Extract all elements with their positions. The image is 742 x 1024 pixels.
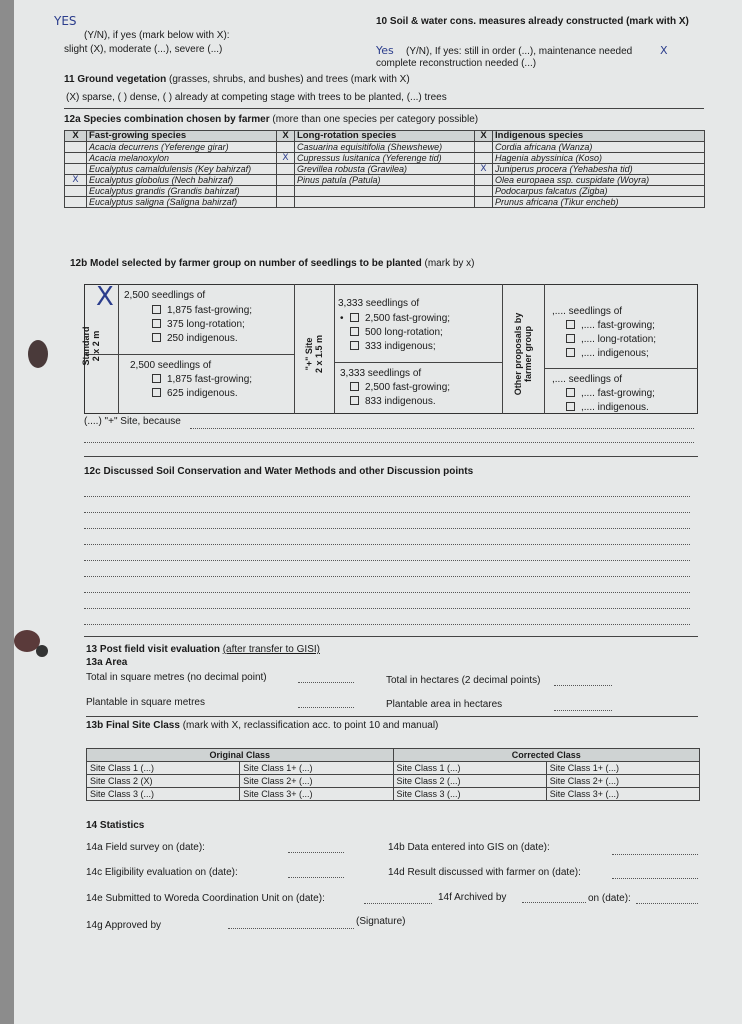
option-text: 250 indigenous. [167, 333, 238, 344]
plus-1-title: 3,333 seedlings of [338, 298, 420, 309]
item11-title-bold: 11 Ground vegetation [64, 74, 167, 85]
punch-hole-icon [28, 340, 48, 368]
site-class-table [86, 748, 700, 801]
site-class-cell[interactable]: Site Class 3+ (...) [240, 788, 393, 801]
other-1-option [566, 348, 649, 360]
standard-2-option [152, 388, 238, 400]
site-class-row [87, 788, 700, 801]
divider [502, 284, 503, 414]
item14g-label: 14g Approved by [86, 920, 162, 931]
site-class-row [87, 775, 700, 788]
standard-1-option [152, 305, 252, 317]
divider [334, 362, 502, 363]
long-mark[interactable] [277, 186, 295, 197]
fast-header: Fast-growing species [87, 131, 277, 142]
discussion-line[interactable] [84, 624, 690, 625]
long-species: Pinus patula (Patula) [295, 175, 475, 186]
submitted-date[interactable] [364, 903, 432, 904]
fast-header-mark: X [65, 131, 87, 142]
species-table [64, 130, 705, 208]
other-1-option [566, 320, 655, 332]
option-text: ,.... long-rotation; [581, 334, 657, 345]
erosion-question: (Y/N), if yes (mark below with X): [84, 30, 230, 41]
long-species: Grevillea robusta (Gravilea) [295, 164, 475, 175]
because-label: (....) "+" Site, because [84, 416, 181, 427]
item13-title-bold: 13 Post field visit evaluation [86, 644, 220, 655]
divider [294, 284, 295, 414]
item13-title [86, 644, 320, 656]
option-text: 375 long-rotation; [167, 319, 245, 330]
item14f-label: 14f Archived by [438, 892, 507, 903]
checkbox[interactable] [350, 382, 359, 391]
plus-site-dim: 2 x 1.5 m [314, 334, 324, 374]
divider [334, 284, 335, 414]
handwritten-model-mark: X [96, 282, 114, 312]
checkbox[interactable] [566, 320, 575, 329]
plus-2-option [350, 382, 450, 394]
archived-date[interactable] [636, 903, 698, 904]
form-page [14, 0, 742, 1024]
result-discussed-date[interactable] [612, 878, 698, 879]
archived-by-field[interactable] [522, 902, 586, 903]
divider [86, 716, 698, 717]
long-species [295, 197, 475, 208]
other-2-option [566, 388, 655, 400]
discussion-line[interactable] [84, 560, 690, 561]
site-class-cell[interactable]: Site Class 3 (...) [87, 788, 240, 801]
fast-mark[interactable] [65, 186, 87, 197]
option-text: 2,500 fast-growing; [365, 313, 451, 324]
species-row [65, 197, 705, 208]
standard-1-option [152, 319, 245, 331]
item13b-title [86, 720, 438, 732]
plantable-sqm-field[interactable] [298, 707, 354, 708]
discussion-line[interactable] [84, 592, 690, 593]
indig-mark[interactable]: X [475, 164, 493, 175]
item12c-title: 12c Discussed Soil Conservation and Water Methods and other Discussion points [84, 466, 474, 477]
indig-header-mark: X [475, 131, 493, 142]
option-text: 333 indigenous; [365, 341, 436, 352]
item12a-title-bold: 12a Species combination chosen by farmer [64, 114, 270, 125]
item14-title: 14 Statistics [86, 820, 145, 831]
plantable-sqm-label: Plantable in square metres [86, 697, 205, 708]
option-text: ,.... fast-growing; [581, 388, 655, 399]
standard-dim: 2 x 2 m [91, 330, 101, 362]
fast-species: Eucalyptus globolus (Nech bahirzaf) [87, 175, 277, 186]
discussion-line[interactable] [84, 608, 690, 609]
indig-species: Prunus africana (Tikur encheb) [493, 197, 705, 208]
other-1-title: ,.... seedlings of [552, 306, 623, 317]
species-header-row [65, 131, 705, 142]
item14b-label: 14b Data entered into GIS on (date): [388, 842, 550, 853]
because-line[interactable] [84, 442, 694, 443]
item14a-label: 14a Field survey on (date): [86, 842, 205, 853]
plantable-ha-field[interactable] [554, 710, 612, 711]
option-text: ,.... fast-growing; [581, 320, 655, 331]
standard-label [81, 311, 101, 381]
fast-mark[interactable] [65, 142, 87, 153]
fast-species: Eucalyptus saligna (Saligna bahirzaf) [87, 197, 277, 208]
option-text: ,.... indigenous; [581, 348, 649, 359]
fast-species: Acacia melanoxylon [87, 153, 277, 164]
item10-options: complete reconstruction needed (...) [376, 58, 537, 69]
site-class-header-row [87, 749, 700, 762]
site-class-cell[interactable]: Site Class 3+ (...) [546, 788, 699, 801]
indig-mark[interactable] [475, 197, 493, 208]
sqm-field[interactable] [298, 682, 354, 683]
eligibility-date[interactable] [288, 877, 344, 878]
checkbox[interactable] [152, 333, 161, 342]
checkbox[interactable] [566, 348, 575, 357]
long-mark[interactable] [277, 164, 295, 175]
site-class-cell[interactable]: Site Class 3 (...) [393, 788, 546, 801]
option-text: 1,875 fast-growing; [167, 374, 253, 385]
checkbox[interactable] [350, 327, 359, 336]
indig-header: Indigenous species [493, 131, 705, 142]
indig-mark[interactable] [475, 142, 493, 153]
checkbox[interactable] [152, 319, 161, 328]
indig-species: Juniperus procera (Yehabesha tid) [493, 164, 705, 175]
discussion-line[interactable] [84, 576, 690, 577]
long-species: Cupressus lusitanica (Yeferenge tid) [295, 153, 475, 164]
discussion-line[interactable] [84, 512, 690, 513]
plantable-ha-label: Plantable area in hectares [386, 699, 503, 710]
fast-mark[interactable] [65, 164, 87, 175]
checkbox[interactable] [566, 334, 575, 343]
species-row [65, 142, 705, 153]
fast-mark[interactable] [65, 197, 87, 208]
other-2-option [566, 402, 649, 414]
item13-title-rest: (after transfer to GISI) [222, 644, 320, 655]
checkbox[interactable] [350, 313, 359, 322]
indig-species: Hagenia abyssinica (Koso) [493, 153, 705, 164]
site-class-cell[interactable]: Site Class 2+ (...) [546, 775, 699, 788]
item14c-label: 14c Eligibility evaluation on (date): [86, 867, 238, 878]
item11-options: (X) sparse, ( ) dense, ( ) already at competing stage with trees to be planted, (...) trees [66, 92, 447, 103]
item11-title [64, 74, 410, 86]
standard-label-text: Standard [81, 326, 91, 366]
item14e-label: 14e Submitted to Woreda Coordination Unit on (date): [86, 893, 325, 904]
corrected-class-header: Corrected Class [393, 749, 700, 762]
handwritten-erosion-answer: YES [54, 14, 77, 28]
checkbox[interactable] [566, 388, 575, 397]
discussion-line[interactable] [84, 528, 690, 529]
long-mark[interactable]: X [277, 153, 295, 164]
divider [84, 456, 698, 457]
long-species: Casuarina equisitifolia (Shewshewe) [295, 142, 475, 153]
checkbox[interactable] [152, 305, 161, 314]
checkbox[interactable] [152, 374, 161, 383]
other-label-text2: farmer group [523, 326, 533, 383]
divider [84, 354, 294, 355]
site-class-cell[interactable]: Site Class 1+ (...) [546, 762, 699, 775]
long-header-mark: X [277, 131, 295, 142]
long-mark[interactable] [277, 197, 295, 208]
ha-label: Total in hectares (2 decimal points) [386, 675, 541, 686]
fast-mark[interactable] [65, 153, 87, 164]
standard-2-title: 2,500 seedlings of [130, 360, 212, 371]
plus-2-option [350, 396, 436, 408]
discussion-line[interactable] [84, 496, 690, 497]
checkbox[interactable] [566, 402, 575, 411]
species-row [65, 175, 705, 186]
item12b-title-bold: 12b Model selected by farmer group on number of seedlings to be planted [70, 258, 422, 269]
site-class-cell[interactable]: Site Class 1+ (...) [240, 762, 393, 775]
divider [84, 636, 698, 637]
ha-field[interactable] [554, 685, 612, 686]
erosion-options: slight (X), moderate (...), severe (...) [64, 44, 223, 55]
archived-on-label: on (date): [588, 893, 631, 904]
divider [544, 284, 545, 414]
fast-species: Eucalyptus grandis (Grandis bahirzaf) [87, 186, 277, 197]
checkbox[interactable] [350, 341, 359, 350]
plus-site-label [304, 318, 324, 390]
punch-hole-icon [36, 645, 48, 657]
fast-species: Eucalyptus camaldulensis (Key bahirzaf) [87, 164, 277, 175]
standard-1-option [152, 333, 238, 345]
option-text: 1,875 fast-growing; [167, 305, 253, 316]
item12b-title-rest: (mark by x) [424, 258, 475, 269]
site-class-cell[interactable]: Site Class 2+ (...) [240, 775, 393, 788]
plus-site-label-text: "+" Site [304, 337, 314, 371]
species-row [65, 186, 705, 197]
plus-1-option [350, 327, 443, 339]
indig-species: Olea europaea ssp. cuspidate (Woyra) [493, 175, 705, 186]
site-class-cell[interactable]: Site Class 2 (X) [87, 775, 240, 788]
standard-1-title: 2,500 seedlings of [124, 290, 206, 301]
option-text: 500 long-rotation; [365, 327, 443, 338]
item12a-title [64, 114, 478, 126]
divider [64, 108, 704, 109]
option-text: 625 indigenous. [167, 388, 238, 399]
site-class-cell[interactable]: Site Class 1 (...) [393, 762, 546, 775]
indig-species: Cordia africana (Wanza) [493, 142, 705, 153]
sqm-label: Total in square metres (no decimal point) [86, 672, 267, 683]
original-class-header: Original Class [87, 749, 394, 762]
item13b-title-rest: (mark with X, reclassification acc. to point 10 and manual) [182, 720, 439, 731]
species-row [65, 153, 705, 164]
item14d-label: 14d Result discussed with farmer on (date): [388, 867, 581, 878]
long-mark[interactable] [277, 142, 295, 153]
item11-title-rest: (grasses, shrubs, and bushes) and trees (mark with X) [169, 74, 410, 85]
indig-mark[interactable] [475, 186, 493, 197]
fast-mark[interactable]: X [65, 175, 87, 186]
plus-1-option [350, 341, 436, 353]
site-class-cell[interactable]: Site Class 2 (...) [393, 775, 546, 788]
option-text: 833 indigenous. [365, 396, 436, 407]
signature-label: (Signature) [356, 916, 406, 927]
site-class-row [87, 762, 700, 775]
indig-mark[interactable] [475, 175, 493, 186]
option-text: 2,500 fast-growing; [365, 382, 451, 393]
because-line[interactable] [190, 428, 694, 429]
divider [544, 368, 698, 369]
discussion-line[interactable] [84, 544, 690, 545]
long-header: Long-rotation species [295, 131, 475, 142]
approved-by-field[interactable] [228, 928, 354, 929]
item13a-title: 13a Area [86, 657, 128, 668]
standard-2-option [152, 374, 252, 386]
item10-question: (Y/N), If yes: still in order (...), maintenance needed [406, 46, 633, 57]
other-1-option [566, 334, 656, 346]
item12b-title [70, 258, 475, 270]
gis-entry-date[interactable] [612, 854, 698, 855]
handwritten-mark: X [660, 44, 668, 57]
checkbox[interactable] [152, 388, 161, 397]
other-label-text: Other proposals by [513, 312, 523, 396]
plus-1-option [340, 313, 450, 325]
divider [118, 284, 119, 414]
item12a-title-rest: (more than one species per category possible) [272, 114, 479, 125]
site-class-cell[interactable]: Site Class 1 (...) [87, 762, 240, 775]
other-proposals-label [513, 311, 533, 397]
bullet: • [340, 313, 344, 324]
long-mark[interactable] [277, 175, 295, 186]
indig-mark[interactable] [475, 153, 493, 164]
checkbox[interactable] [350, 396, 359, 405]
item10-title: 10 Soil & water cons. measures already constructed (mark with X) [376, 16, 689, 27]
handwritten-yes: Yes [376, 44, 394, 57]
option-text: ,.... indigenous. [581, 402, 649, 413]
plus-2-title: 3,333 seedlings of [340, 368, 422, 379]
other-2-title: ,.... seedlings of [552, 374, 623, 385]
field-survey-date[interactable] [288, 852, 344, 853]
long-species [295, 186, 475, 197]
item13b-title-bold: 13b Final Site Class [86, 720, 180, 731]
species-row [65, 164, 705, 175]
fast-species: Acacia decurrens (Yeferenge girar) [87, 142, 277, 153]
indig-species: Podocarpus falcatus (Zigba) [493, 186, 705, 197]
